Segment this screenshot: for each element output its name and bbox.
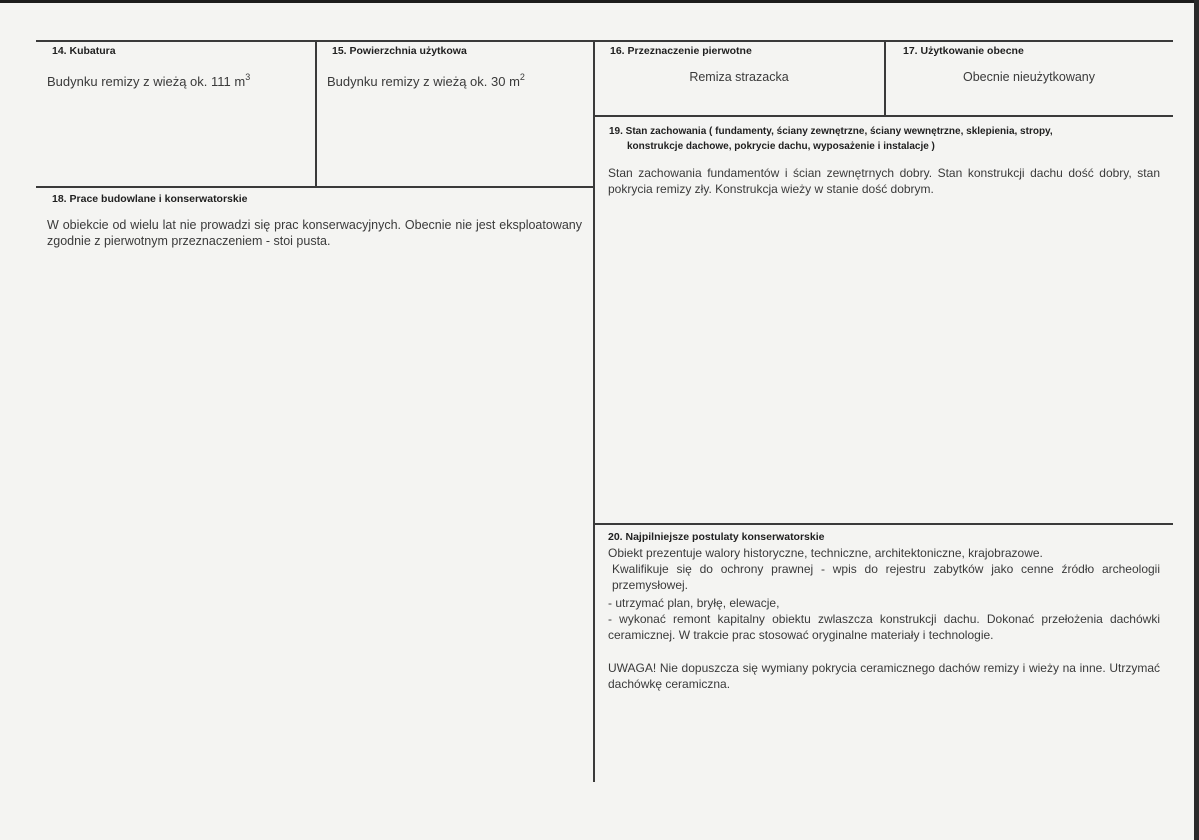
field-17-value: Obecnie nieużytkowany — [962, 70, 1096, 84]
field-20-line2: Kwalifikuje się do ochrony prawnej - wpis do rejestru zabytków jako cenne źródło archeologii przemysłowej. — [612, 562, 1160, 592]
field-20-label: 20. Najpilniejsze postulaty konserwatorskie — [608, 531, 825, 543]
field-16-label: 16. Przeznaczenie pierwotne — [610, 45, 752, 57]
field-17-label: 17. Użytkowanie obecne — [903, 45, 1024, 57]
field-19-label-line2: konstrukcje dachowe, pokrycie dachu, wyposażenie i instalacje ) — [627, 141, 935, 152]
field-20-note: UWAGA! Nie dopuszcza się wymiany pokrycia ceramicznego dachów remizy i wieży na inne. Utrzymać dachówkę ceramiczna. — [608, 661, 1160, 691]
field-18-value: W obiekcie od wielu lat nie prowadzi się prac konserwacyjnych. Obecnie nie jest eksploatowany zgodnie z pierwotnym przeznaczeniem - stoi pusta. — [47, 218, 582, 248]
rule-above-20 — [594, 523, 1173, 525]
field-20-line3: - utrzymać plan, bryłę, elewacje, — [608, 596, 780, 610]
field-18-label: 18. Prace budowlane i konserwatorskie — [52, 193, 248, 205]
field-14-value — [47, 69, 250, 90]
card-right-edge — [1194, 0, 1199, 840]
divider-14-15 — [315, 40, 317, 187]
center-divider — [593, 40, 595, 782]
field-15-label: 15. Powierzchnia użytkowa — [332, 45, 467, 57]
field-20-line4: - wykonać remont kapitalny obiektu zwlaszcza konstrukcji dachu. Dokonać przełożenia dachówki ceramicznej. W trakcie prac stosować oryginalne materiały i technologie. — [608, 612, 1160, 642]
card-top-edge — [0, 0, 1199, 3]
field-16-value: Remiza strazacka — [689, 70, 789, 84]
rule-under-16-17 — [594, 115, 1173, 117]
field-15-exponent: 2 — [519, 72, 525, 82]
divider-16-17 — [884, 40, 886, 116]
rule-above-18 — [36, 186, 594, 188]
field-20-line1: Obiekt prezentuje walory historyczne, techniczne, architektoniczne, krajobrazowe. — [608, 546, 1043, 560]
field-14-text: Budynku remizy z wieżą ok. 111 m — [47, 74, 246, 89]
field-19-value: Stan zachowania fundamentów i ścian zewnętrnych dobry. Stan konstrukcji dachu dość dobry, stan pokrycia remizy zły. Konstrukcja wieży w stanie dość dobrym. — [608, 166, 1160, 196]
top-rule — [36, 40, 1173, 42]
field-15-value — [327, 69, 525, 90]
field-15-text: Budynku remizy z wieżą ok. 30 m — [327, 74, 520, 89]
field-14-label: 14. Kubatura — [52, 45, 116, 57]
field-14-exponent: 3 — [245, 72, 251, 82]
field-19-label-line1: 19. Stan zachowania ( fundamenty, ściany zewnętrzne, ściany wewnętrzne, sklepienia, stropy, — [609, 126, 1053, 137]
